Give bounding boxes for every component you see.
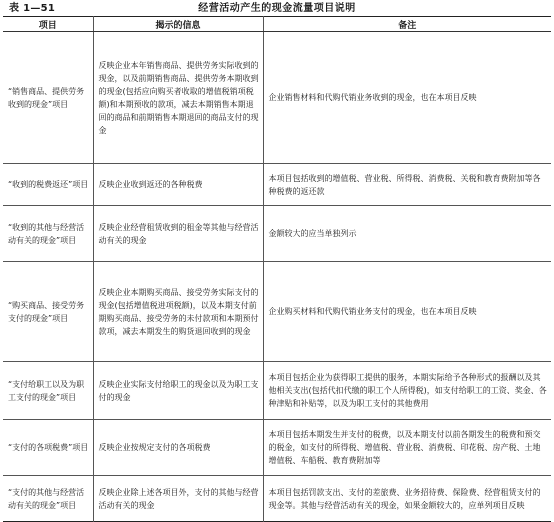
table-row — [3, 206, 551, 262]
cell-item: “销售商品、提供劳务收到的现金”项目 — [8, 86, 85, 109]
table-title: 经营活动产生的现金流量项目说明 — [198, 3, 356, 14]
cell-info: 反映企业本期购买商品、接受劳务实际支付的现金(包括增值税进项税额)，以及本期支付前期购买商品、接受劳务的未付款项和本期预付款项，减去本期发生的购货退回收到的现金 — [93, 262, 263, 362]
table-row — [3, 362, 551, 420]
cell-item: “收到的其他与经营活动有关的现金”项目 — [3, 206, 93, 262]
cell-info: 反映企业本年销售商品、提供劳务实际收到的现金，以及前期销售商品、提供劳务本期收到的现金(包括应向购买者收取的增值税销项税额)和本期预收的款项，减去本期销售本期退回的商品和前期销售本期退回的商品支付的现金 — [93, 32, 263, 164]
cell-note: 金额较大的应当单独列示 — [263, 206, 551, 262]
cell-item: “支付给职工以及为职工支付的现金”项目 — [3, 362, 93, 420]
cell-info: 反映企业实际支付给职工的现金以及为职工支付的现金 — [93, 362, 263, 420]
cell-note: 企业销售材料和代购代销业务收到的现金，也在本项目反映 — [263, 32, 551, 164]
cell-item: “收到的税费返还”项目 — [3, 164, 93, 206]
header-info: 揭示的信息 — [93, 17, 263, 32]
header-note: 备注 — [263, 17, 551, 32]
table-row — [3, 32, 551, 164]
cell-info: 反映企业按规定支付的各项税费 — [93, 420, 263, 476]
table-row — [3, 164, 551, 206]
table-row — [3, 262, 551, 362]
cell-item: “支付的其他与经营活动有关的现金”项目 — [3, 476, 93, 522]
table-header-row — [3, 17, 551, 32]
table-number: 表 1—51 — [9, 3, 56, 14]
cell-info: 反映企业除上述各项目外，支付的其他与经营活动有关的现金 — [93, 476, 263, 522]
cell-info: 反映企业经营租赁收到的租金等其他与经营活动有关的现金 — [93, 206, 263, 262]
cell-info: 反映企业收到返还的各种税费 — [93, 164, 263, 206]
header-item: 项目 — [3, 17, 93, 32]
table-row — [3, 420, 551, 476]
table-row — [3, 476, 551, 522]
cell-item: “购买商品、接受劳务支付的现金”项目 — [3, 262, 93, 362]
cell-note: 企业购买材料和代购代销业务支付的现金，也在本项目反映 — [263, 262, 551, 362]
cell-note: 本项目包括罚款支出、支付的差旅费、业务招待费、保险费、经营租赁支付的现金等。其他与经营活动有关的现金，如果金额较大的，应单列项目反映 — [263, 476, 551, 522]
cell-item: “支付的各项税费”项目 — [3, 420, 93, 476]
cash-flow-items-table — [3, 16, 551, 522]
cell-note: 本项目包括本期发生并支付的税费，以及本期支付以前各期发生的税费和预交的税金，如支付的所得税、增值税、营业税、消费税、印花税、房产税、土地增值税、车船税、教育费附加等 — [263, 420, 551, 476]
cell-note: 本项目包括企业为获得职工提供的服务，本期实际给予各种形式的报酬以及其他相关支出(包括代扣代缴的职工个人所得税)，如支付给职工的工资、奖金、各种津贴和补贴等，以及为职工支付的其他费用 — [263, 362, 551, 420]
table-caption — [3, 1, 551, 16]
cell-note: 本项目包括收到的增值税、营业税、所得税、消费税、关税和教育费附加等各种税费的返还款 — [263, 164, 551, 206]
